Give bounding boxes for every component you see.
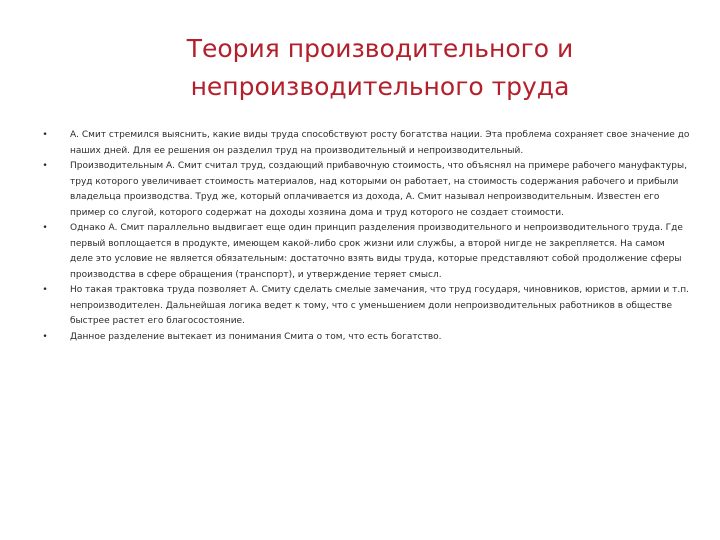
slide-title [110,30,650,106]
bullet-item-2 [40,159,690,221]
title-line-2: непроизводительного труда [190,72,570,101]
bullet-item-5 [40,330,690,346]
bullet-list [40,128,690,345]
bullet-item-4 [40,283,690,330]
bullet-dot-icon: • [42,285,48,295]
bullet-text: Данное разделение вытекает из понимания Смита о том, что есть богатство. [70,331,442,342]
bullet-text: Но такая трактовка труда позволяет А. Смиту сделать смелые замечания, что труд государя, чиновников, юристов, армии и т.п. непроизводителен. Дальнейшая логика ведет к тому, что с уменьшением доли непроизводительных работников в обществе быстрее растет его благосостояние. [70,285,689,326]
bullet-item-1 [40,128,690,159]
title-line-1: Теория производительного и [186,34,574,63]
bullet-text: Производительным А. Смит считал труд, создающий прибавочную стоимость, что объяснял на примере рабочего мануфактуры, труд которого увеличивает стоимость материалов, над которыми он работает, на стоимость содержания рабочего и прибыли владельца производства. Труд же, который оплачивается из дохода, А. Смит называл непроизводительным. Известен его пример со слугой, которого содержат на доходы хозяина дома и труд которого не создает стоимости. [70,161,687,218]
bullet-dot-icon: • [42,223,48,233]
bullet-item-3 [40,221,690,283]
bullet-dot-icon: • [42,331,48,342]
bullet-dot-icon: • [42,161,48,171]
bullet-text: Однако А. Смит параллельно выдвигает еще один принцип разделения производительного и непроизводительного труда. Где первый воплощается в продукте, имеющем какой-либо срок жизни или службы, а второй нигде не закрепляется. На самом деле это условие не является обязательным: достаточно взять виды труда, которые представляют собой продолжение сферы производства в сфере обращения (транспорт), и утверждение теряет смысл. [70,223,683,280]
bullet-dot-icon: • [42,130,48,140]
bullet-text: А. Смит стремился выяснить, какие виды труда способствуют росту богатства нации. Эта проблема сохраняет свое значение до наших дней. Для ее решения он разделил труд на производительный и непроизводительный. [70,130,690,156]
